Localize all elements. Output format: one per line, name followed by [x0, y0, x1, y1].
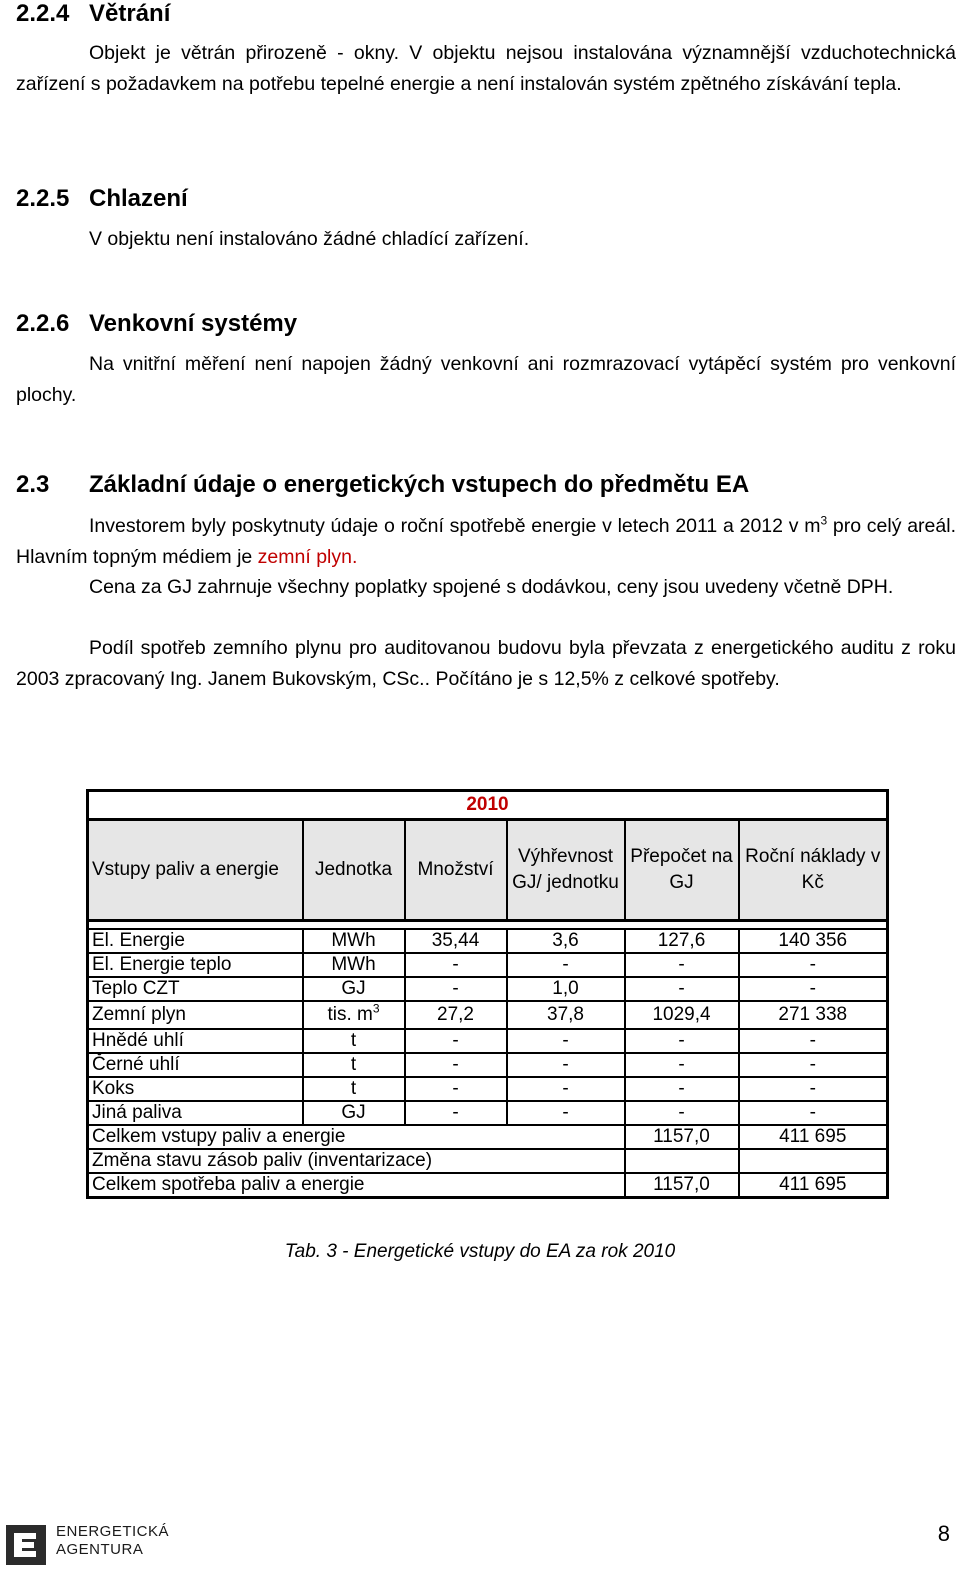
table-header-row — [88, 820, 888, 921]
summary-row: Celkem spotřeba paliv a energie 1157,0 411 695 — [88, 1173, 888, 1198]
table-row: Hnědé uhlí t - - - - — [88, 1029, 888, 1053]
paragraph-energy-data: Investorem byly poskytnuty údaje o roční spotřebě energie v letech 2011 a 2012 v $m^3$ pro celý areál. Hlavním topným médiem je zemní plyn. — [16, 513, 956, 568]
paragraph-ventilation: Objekt je větrán přirozeně - okny. V objektu nejsou instalována významnější vzduchotechnická zařízení s požadavkem na potřebu tepelné energie a není instalován systém zpětného získávání tepla. — [16, 42, 956, 95]
paragraph-price-note: Cena za GJ zahrnuje všechny poplatky spojené s dodávkou, ceny jsou uvedeny včetně DPH. — [89, 576, 894, 598]
table-row: El. Energie teplo MWh - - - - — [88, 953, 888, 977]
table-row: Koks t - - - - — [88, 1077, 888, 1101]
table-row: Jiná paliva GJ - - - - — [88, 1101, 888, 1125]
unit-cell: tis. $m^3$ — [303, 1001, 405, 1029]
column-header: Výhřevnost GJ/ jednotku — [507, 820, 625, 921]
table-caption: Tab. 3 - Energetické vstupy do EA za rok 2010 — [284, 1241, 676, 1262]
logo-mark-icon — [6, 1523, 50, 1567]
energeticka-agentura-logo: ENERGETICKÁ AGENTURA — [6, 1523, 166, 1567]
column-header: Roční náklady v Kč — [739, 820, 888, 921]
summary-row: Změna stavu zásob paliv (inventarizace) — [88, 1149, 888, 1173]
paragraph-cooling: V objektu není instalováno žádné chladící zařízení. — [89, 228, 530, 250]
column-header: Vstupy paliv a energie — [88, 820, 303, 921]
table-row: Černé uhlí t - - - - — [88, 1053, 888, 1077]
column-header: Jednotka — [303, 820, 405, 921]
energy-inputs-table — [86, 789, 889, 1199]
column-header: Přepočet na GJ — [625, 820, 739, 921]
page-number: 8 — [937, 1521, 950, 1546]
heading-2-2-4: 2.2.4 Větrání — [16, 0, 171, 27]
table-row: Zemní plyn tis. $m^3$ 27,2 37,8 1029,4 271 338 — [88, 1001, 888, 1029]
table-row: Teplo CZT GJ - 1,0 - - — [88, 977, 888, 1001]
column-header: Množství — [405, 820, 507, 921]
table-year-header: 2010 — [88, 791, 888, 820]
main-fuel-highlight: zemní plyn. — [257, 545, 358, 568]
paragraph-outdoor-systems: Na vnitřní měření není napojen žádný venkovní ani rozmrazovací vytápěcí systém pro venkovní plochy. — [16, 353, 956, 406]
table-row: El. Energie MWh 35,44 3,6 127,6 140 356 — [88, 929, 888, 953]
summary-row: Celkem vstupy paliv a energie 1157,0 411 695 — [88, 1125, 888, 1149]
heading-2-2-6: 2.2.6 Venkovní systémy — [16, 310, 298, 337]
heading-2-3: 2.3 Základní údaje o energetických vstupech do předmětu EA — [16, 471, 750, 498]
heading-2-2-5: 2.2.5 Chlazení — [16, 185, 188, 212]
paragraph-share-note: Podíl spotřeb zemního plynu pro auditovanou budovu byla převzata z energetického auditu z roku 2003 zpracovaný Ing. Janem Bukovským, CSc.. Počítáno je s 12,5% z celkové spotřeby. — [16, 637, 956, 690]
